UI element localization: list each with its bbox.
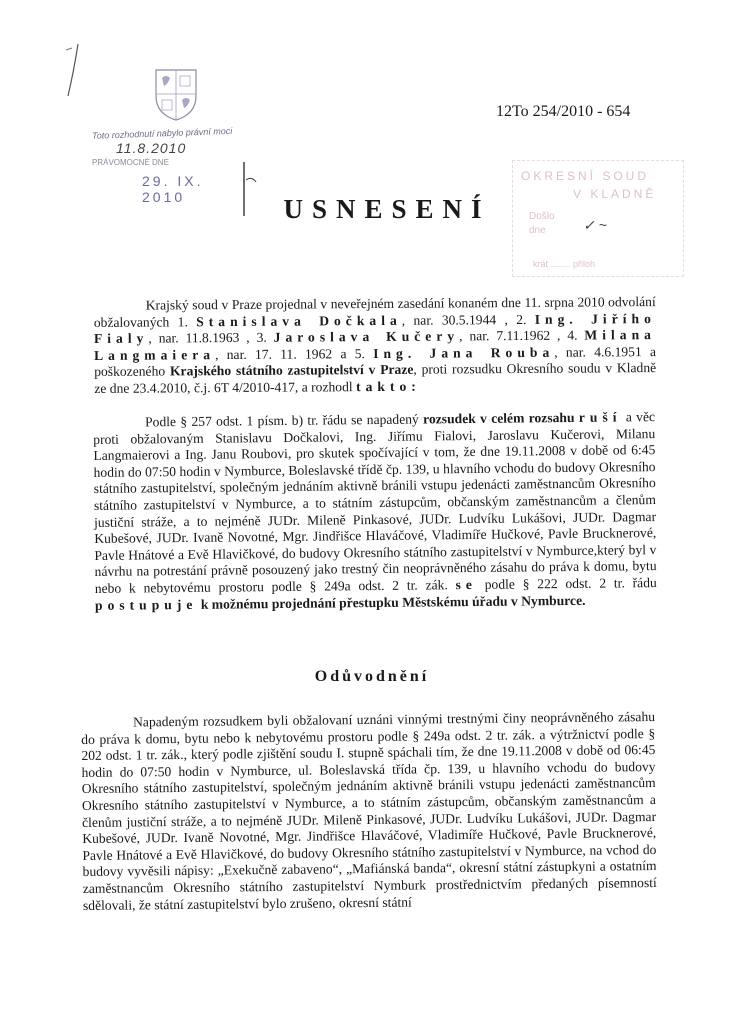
reasoning-text: Napadeným rozsudkem byli obžalovaní uznáni vinnými trestnými činy neoprávněného zásahu do práva k domu, bytu nebo k nebytovému prostoru podle § 249a odst. 2 tr. zák. a výtržnictví podle § 202 odst. 1 tr. zák., který podle zjištění soudu I. stupně spáchali tím, že dne 19.11.2008 v době od 06:45 hodin do 07:50 hodin v Nymburce, ul. Boleslavská třída čp. 139, u hlavního vchodu do budovy Okresního státního zastupitelství, společným jednáním aktivně bránili vstupu jedenácti zaměstnancům Okresního státního zastupitelství v Nymburce, a to státním zástupcům, občanským zaměstnancům a členům justiční stráže, a to nejméně JUDr. Mileně Pinkasové, JUDr. Ludvíku Lukášovi, JUDr. Dagmar Kubešové, JUDr. Ivaně Novotné, Mgr. Jindřišce Hlaváčové, Vladimíře Hučkové, Pavle Brucknerové, Pavle Hnátové a Evě Hlavičkové, do budovy Okresního státního zastupitelství v Nymburce, na vchod do budovy vyvěsili nápisy: „Exekučně zabaveno“, „Mafiánská banda“, okresní státní zástupkyni a ostatním zaměstnancům Okresního státního zastupitelství Nymburk prostřednictvím předaných písemností sdělovali, že státní zastupitelství bylo zrušeno, okresní státní <box>81 709 657 913</box>
coat-of-arms-seal <box>152 66 200 122</box>
intro-text: , proti rozsudku Okresního soudu v Kladně ze dne 23.4.2010, č.j. 6T 4/2010-417, a rozhodl <box>94 360 657 396</box>
stamp-handwritten-date: 11.8.2010 <box>116 140 187 156</box>
intro-text: , nar. 30.5.1944 , 2. <box>401 311 527 328</box>
verdict-referral-target: k možnému projednání přestupku Městskému úřadu v Nymburce. <box>200 592 586 612</box>
received-stamp-line-1: OKRESNÍ SOUD <box>521 169 650 183</box>
document-title: USNESENÍ <box>283 194 491 224</box>
stamp-line-1: Toto rozhodnutí nabylo právní moci <box>91 125 233 141</box>
defendant-3: Jaroslava Kučery <box>273 328 460 345</box>
paragraph-reasoning <box>81 709 657 914</box>
intro-text: Krajský soud v Praze projednal v neveřejném zasedání konaném dne 11. srpna 2010 odvolání obžalovaných 1. <box>93 294 656 330</box>
intro-text: , nar. 17. 11. 1962 a 5. <box>214 345 365 362</box>
defendant-1: Stanislava Dočkala <box>196 312 402 329</box>
pen-mark <box>60 40 100 100</box>
takto-keyword: takto: <box>355 378 421 395</box>
verdict-referred: postupuje <box>94 596 198 613</box>
handwritten-signature: ✓ ~ <box>583 217 607 233</box>
intro-text: , nar. 11.8.1963 , 3. <box>148 329 267 346</box>
intro-text: , nar. 4.6.1951 a poškozeného <box>94 343 657 380</box>
verdict-se: se <box>455 576 478 593</box>
received-stamp-line-3: Došlo <box>529 211 555 222</box>
verdict-text: a věc proti obžalovaným Stanislavu Dočkalovi, Ing. Jiřímu Fialovi, Jaroslavu Kučerovi, Milanu Langmaierovi a Ing. Janu Roubovi, pro skutek spočívající v tom, že dne 19.11.2008 v době od 6:45 hodin do 07:50 hodin v Nymburce, Boleslavské třídě čp. 139, u hlavního vchodu do budovy Okresního státního zastupitelství, společným jednáním aktivně bránili vstupu jedenácti zaměstnancům Okresního státního zastupitelství v Nymburce, a to státním zástupcům, občanským zaměstnancům a členům justiční stráže, a to nejméně JUDr. Mileně Pinkasové, JUDr. Ludvíku Lukášovi, JUDr. Dagmar Kubešové, JUDr. Ivaně Novotné, Mgr. Jindřišce Hlaváčové, Vladimíře Hučkové, Pavle Brucknerové, Pavle Hnátové a Evě Hlavičkové, do budovy Okresního státního zastupitelství v Nymburce,který byl v návrhu na potrestání právně posouzený jako trestný čin neoprávněného zásahu do práva k domu, bytu nebo k nebytovému prostoru podle § 249a odst. 2 tr. zák. <box>93 409 657 596</box>
case-reference: 12To 254/2010 - 654 <box>496 103 631 120</box>
verdict-scope: rozsudek v celém rozsahu <box>423 409 575 427</box>
received-stamp-line-4: dne <box>529 225 546 236</box>
defendant-4: Milana Langmaiera <box>94 327 656 363</box>
verdict-quashed: ruší <box>578 409 622 425</box>
injured-party: Krajského státního zastupitelství v Praze <box>169 362 414 379</box>
section-heading-reasoning: Odůvodnění <box>314 668 430 685</box>
received-stamp-line-5: krát ........ přiloh <box>533 259 596 269</box>
stamp-date: 29. IX. 2010 <box>142 173 204 205</box>
defendant-2: Ing. Jiřího Fialy <box>93 310 656 347</box>
verdict-text: Podle § 257 odst. 1 písm. b) tr. řádu se napadený <box>144 411 419 430</box>
paragraph-verdict <box>93 409 657 614</box>
stamp-line-3: PRÁVOMOCNÉ DNE <box>92 158 169 167</box>
received-stamp-line-2: V KLADNĚ <box>573 187 657 201</box>
verdict-text: podle § 222 odst. 2 tr. řádu <box>484 574 657 592</box>
paragraph-intro <box>94 294 657 397</box>
defendant-5: Ing. Jana Rouba <box>373 344 555 361</box>
intro-text: , nar. 7.11.1962 , 4. <box>459 327 578 344</box>
